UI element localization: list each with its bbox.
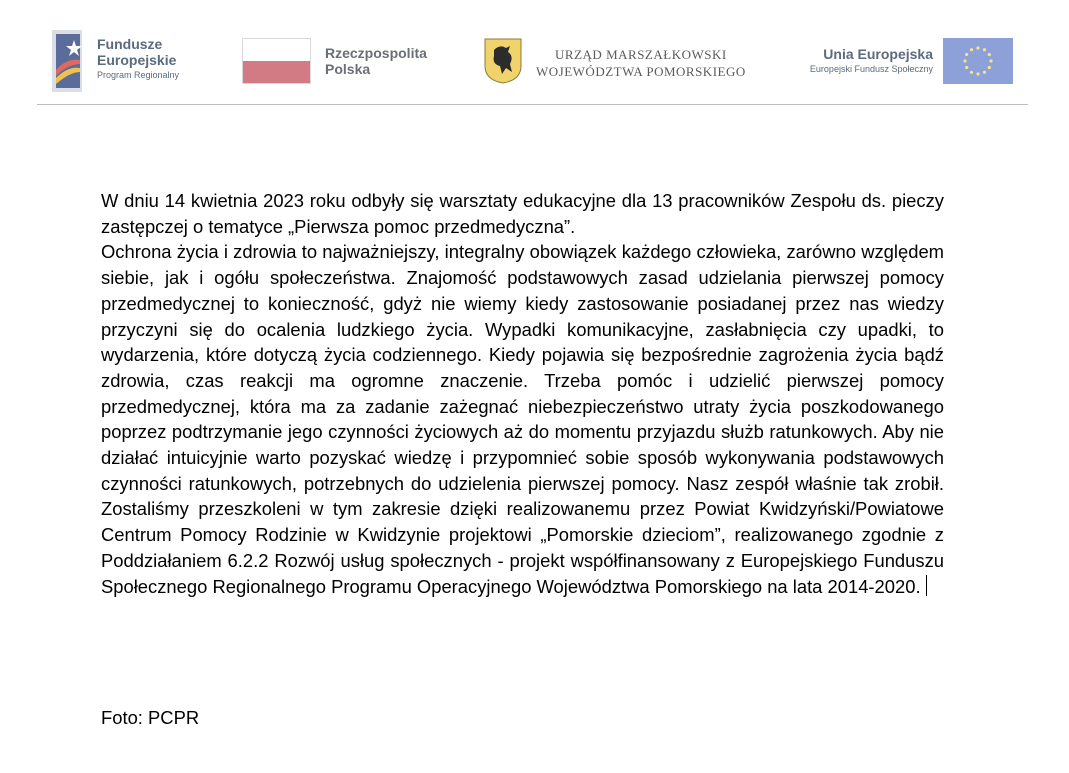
griffin-crest-icon [484,38,522,84]
rzeczpospolita-text [325,45,427,77]
text-cursor [926,575,927,596]
fundusze-line1: Fundusze [97,36,163,52]
fundusze-text [97,36,179,82]
eu-flag-icon [943,38,1013,84]
article-paragraph-2-text: Ochrona życia i zdrowia to najważniejszy, integralny obowiązek każdego człowieka, zarówno względem siebie, jak i ogółu społeczeństwa. Znajomość podstawowych zasad udzielania pierwszej pomocy przedmedycznej to konieczność, gdyż nie wiemy kiedy zastosowanie posiadanej przez nas wiedzy przyczyni się do ocalenia ludzkiego życia. Wypadki komunikacyjne, zasłabnięcia czy upadki, to wydarzenia, które dotyczą życia codziennego. Kiedy pojawia się bezpośrednie zagrożenia życia bądź zdrowia, czas reakcji ma ogromne znaczenie. Trzeba pomóc i udzielić pierwszej pomocy przedmedycznej, która ma za zadanie zażegnać niebezpieczeństwo utraty życia poszkodowanego poprzez podtrzymanie jego czynności życiowych aż do momentu przyjazdu służb ratunkowych. Aby nie działać intuicyjnie warto pozyskać wiedzę i przypomnieć sobie sposób wykonywania podstawowych czynności ratunkowych, potrzebnych do udzielenia pierwszej pomocy. Nasz zespół właśnie tak zrobił. Zostaliśmy przeszkoleni w tym zakresie dzięki realizowanemu przez Powiat Kwidzyński/Powiatowe Centrum Pomocy Rodzinie w Kwidzynie projektowi „Pomorskie dzieciom”, realizowanego zgodnie z Poddziałaniem 6.2.2 Rozwój usług społecznych - projekt współfinansowany z Europejskiego Funduszu Społecznego Regionalnego Programu Operacyjnego Województwa Pomorskiego na lata 2014-2020. [101,241,944,597]
urzad-line2: WOJEWÓDZTWA POMORSKIEGO [536,64,746,79]
article-body[interactable] [101,188,944,599]
logo-bar [0,0,1069,105]
fundusze-line3: Program Regionalny [97,70,180,80]
fundusze-europejskie-icon [52,30,86,92]
photo-credit: Foto: PCPR [101,707,200,728]
ue-text [780,46,933,76]
header-divider [37,104,1028,105]
fundusze-europejskie-logo [52,30,212,92]
rp-line1: Rzeczpospolita [325,45,427,61]
ue-line1: Unia Europejska [823,46,933,62]
article-paragraph-1: W dniu 14 kwietnia 2023 roku odbyły się warsztaty edukacyjne dla 13 pracowników Zespołu ds. pieczy zastępczej o tematyce „Pierwsza pomoc przedmedyczna”. [101,190,944,237]
unia-europejska-logo [780,38,1020,88]
fundusze-line2: Europejskie [97,52,177,68]
polish-flag-icon [242,38,311,84]
urzad-marszalkowski-logo [484,38,754,88]
urzad-text [536,46,746,80]
ue-line2: Europejski Fundusz Społeczny [809,64,933,74]
article-paragraph-2 [101,239,944,599]
urzad-line1: URZĄD MARSZAŁKOWSKI [555,47,727,62]
rzeczpospolita-logo [242,38,452,88]
rp-line2: Polska [325,61,371,77]
